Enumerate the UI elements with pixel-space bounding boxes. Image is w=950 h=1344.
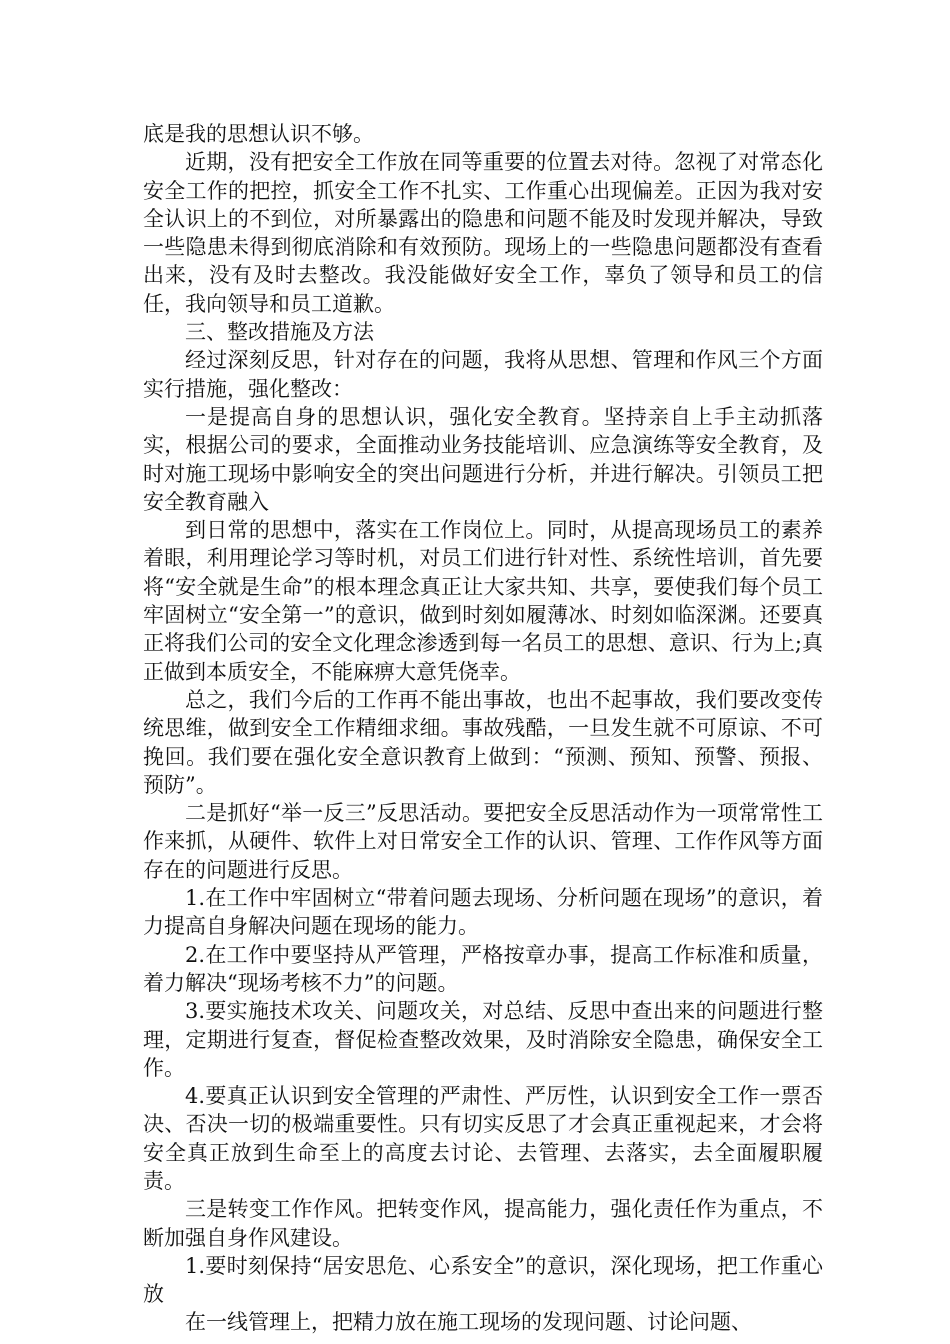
paragraph-7: 总之，我们今后的工作再不能出事故，也出不起事故，我们要改变传统思维，做到安全工作精细求细。事故残酷，一旦发生就不可原谅、不可挽回。我们要在强化安全意识教育上做到：“预测、预知、预警、预报、预防”。 <box>143 687 823 797</box>
paragraph-13: 三是转变工作作风。把转变作风，提高能力，强化责任作为重点，不断加强自身作风建设。 <box>143 1197 823 1250</box>
paragraph-4: 经过深刻反思，针对存在的问题，我将从思想、管理和作风三个方面实行措施，强化整改： <box>143 348 823 401</box>
list-item-4: 4.要真正认识到安全管理的严肃性、严厉性，认识到安全工作一票否决、否决一切的极端重要性。只有切实反思了才会真正重视起来，才会将安全真正放到生命至上的高度去讨论、去管理、去落实，去全面履职履责。 <box>143 1084 823 1193</box>
list-item-5: 1.要时刻保持“居安思危、心系安全”的意识，深化现场，把工作重心放 <box>143 1253 823 1307</box>
paragraph-2: 近期，没有把安全工作放在同等重要的位置去对待。忽视了对常态化安全工作的把控，抓安全工作不扎实、工作重心出现偏差。正因为我对安全认识上的不到位，对所暴露出的隐患和问题不能及时发现并解决，导致一些隐患未得到彻底消除和有效预防。现场上的一些隐患问题都没有查看出来，没有及时去整改。我没能做好安全工作，辜负了领导和员工的信任，我向领导和员工道歉。 <box>143 150 823 316</box>
paragraph-1: 底是我的思想认识不够。 <box>143 122 374 146</box>
paragraph-8: 二是抓好“举一反三”反思活动。要把安全反思活动作为一项常常性工作来抓，从硬件、软件上对日常安全工作的认识、管理、工作作风等方面存在的问题进行反思。 <box>143 801 823 882</box>
list-item-3: 3.要实施技术攻关、问题攻关，对总结、反思中查出来的问题进行整理，定期进行复查，督促检查整改效果，及时消除安全隐患，确保安全工作。 <box>143 999 823 1080</box>
list-item-2: 2.在工作中要坚持从严管理，严格按章办事，提高工作标准和质量，着力解决“现场考核不力”的问题。 <box>143 942 823 995</box>
paragraph-5: 一是提高自身的思想认识，强化安全教育。坚持亲自上手主动抓落实，根据公司的要求，全面推动业务技能培训、应急演练等安全教育，及时对施工现场中影响安全的突出问题进行分析，并进行解决。引领员工把安全教育融入 <box>143 404 823 514</box>
list-item-1: 1.在工作中牢固树立“带着问题去现场、分析问题在现场”的意识，着力提高自身解决问题在现场的能力。 <box>143 886 823 939</box>
paragraph-6: 到日常的思想中，落实在工作岗位上。同时，从提高现场员工的素养着眼，利用理论学习等时机，对员工们进行针对性、系统性培训，首先要将“安全就是生命”的根本理念真正让大家共知、共享，要使我们每个员工牢固树立“安全第一”的意识，做到时刻如履薄冰、时刻如临深渊。还要真正将我们公司的安全文化理念渗透到每一名员工的思想、意识、行为上;真正做到本质安全，不能麻痹大意凭侥幸。 <box>143 518 823 684</box>
document-page <box>143 120 823 1337</box>
paragraph-15: 在一线管理上，把精力放在施工现场的发现问题、讨论问题、 <box>185 1310 752 1335</box>
section-heading-rectification: 三、整改措施及方法 <box>185 320 374 345</box>
